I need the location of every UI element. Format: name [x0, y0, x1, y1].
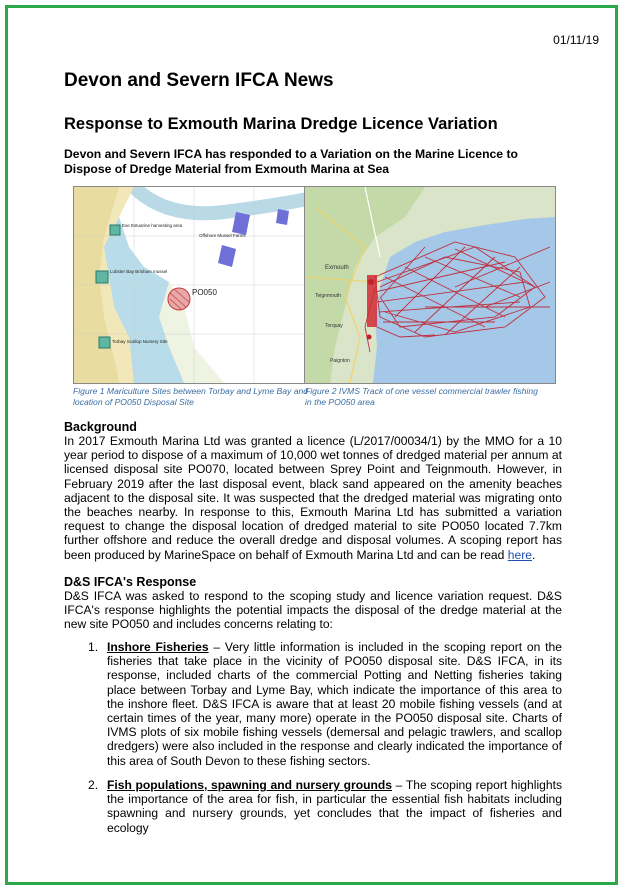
list-number: 1.: [88, 640, 99, 654]
mussel-site-marker: [96, 271, 108, 283]
figure-1-caption: Figure 1 Mariculture Sites between Torbay and Lyme Bay and location of PO050 Disposal Site: [73, 386, 309, 407]
label-exmouth: Exmouth: [325, 265, 349, 271]
label-torbay-nursery: Torbay Scallop Nursery Site: [112, 339, 168, 344]
exe-site-marker: [110, 225, 120, 235]
list-item-label: Inshore Fisheries: [107, 640, 209, 654]
label-lobster-bay: Lobster Bay Brixham mussel: [110, 269, 168, 274]
list-item-label: Fish populations, spawning and nursery grounds: [107, 778, 393, 792]
label-po050: PO050: [192, 288, 217, 297]
nursery-site-marker: [99, 337, 110, 348]
list-item-text: – Very little information is included in the scoping report on the fisheries that take place in the vicinity of PO050 disposal site. D&S IFCA, in its response, included charts of the commercial Potting and Netting fisheries taking place between Torbay and Lyme Bay, which indicate the importance of this area to the inshore fleet. D&S IFCA is aware that at least 20 mobile fishing vessels (and at certain times of the year, many more) operate in the PO050 disposal site. Charts of IVMS plots of six mobile fishing vessels (demersal and pelagic trawlers, and scallop dredgers) were also included in the response and clearly indicated the importance of this area of South Devon to these fishing sectors.: [107, 640, 562, 768]
issue-date: 01/11/19: [553, 33, 599, 47]
list-item: [88, 778, 562, 835]
background-heading: Background: [64, 420, 137, 434]
label-offshore-farms: Offshore Mussel Farms: [199, 233, 246, 238]
po050-site-marker: [168, 288, 190, 310]
list-item: [88, 640, 562, 768]
mussel-farm-marker: [276, 209, 289, 225]
scoping-report-link[interactable]: here: [507, 547, 532, 562]
list-number: 2.: [88, 778, 99, 792]
label-exe-harvesting: Exe Estuarine harvesting area: [122, 223, 183, 228]
newsletter-title: Devon and Severn IFCA News: [64, 70, 334, 91]
response-paragraph: D&S IFCA was asked to respond to the scoping study and licence variation request. D&S IFCA's response highlights the potential impacts the disposal of the dredge material at the new site PO050 and includes concerns relating to:: [64, 589, 562, 632]
figure-1-chart: [73, 186, 318, 384]
background-end: .: [531, 547, 536, 562]
background-text: In 2017 Exmouth Marina Ltd was granted a licence (L/2017/00034/1) by the MMO for a 10 year period to dispose of a maximum of 10,000 wet tonnes of dredged material per annum at licensed disposal site PO070, located between Sprey Point and Teignmouth. However, in February 2019 after the last disposal event, black sand appeared on the amenity beaches adjacent to the disposal site. It was suspected that the dredged material was migrating onto the beaches nearby. In response to this, Exmouth Marina Ltd has submitted a variation request to change the disposal location of dredged material to site PO050 located 7.7km further offshore and reduce the overall dredge and disposal volumes. A scoping report has been produced by MarineSpace on behalf of Exmouth Marina Ltd and can be read: [64, 434, 562, 562]
response-heading: D&S IFCA's Response: [64, 575, 197, 589]
figure-2-caption: Figure 2 IVMS Track of one vessel commercial trawler fishing in the PO050 area: [305, 386, 538, 407]
article-title: Response to Exmouth Marina Dredge Licence Variation: [64, 115, 498, 133]
label-torquay: Torquay: [325, 323, 343, 329]
list-item-text: – The scoping report highlights the importance of the area for fish, in particular the essential fish habitats including spawning and nursery grounds, yet concludes that the impact of fisheries and ecology: [107, 778, 562, 835]
background-paragraph: [64, 434, 562, 562]
ivms-track-map: [305, 187, 555, 383]
label-paignton: Paignton: [330, 358, 350, 364]
figure-2-map: [304, 186, 556, 384]
label-teignmouth: Teignmouth: [315, 293, 341, 299]
mariculture-map: [74, 187, 317, 383]
article-lede: Devon and Severn IFCA has responded to a Variation on the Marine Licence to Dispose of Dredge Material from Exmouth Marina at Sea: [64, 147, 518, 176]
